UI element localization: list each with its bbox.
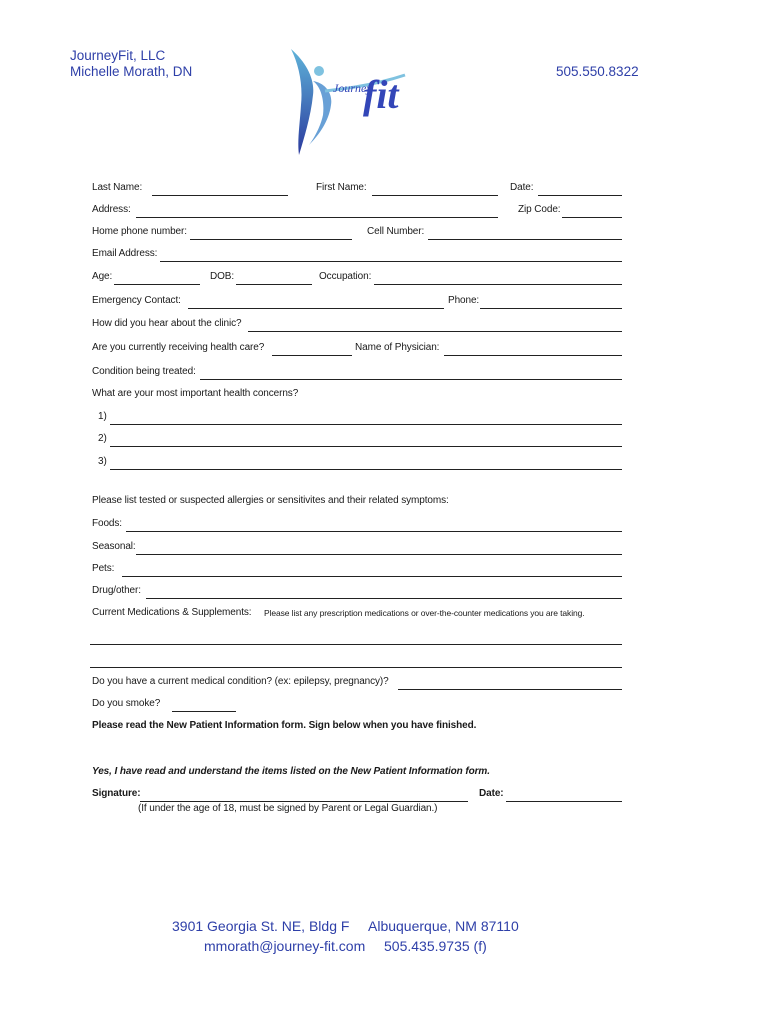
last-name-label: Last Name:	[92, 182, 143, 193]
first-name-label: First Name:	[316, 182, 367, 193]
age-field[interactable]	[114, 284, 200, 285]
email-field[interactable]	[160, 261, 622, 262]
first-name-field[interactable]	[372, 195, 498, 196]
concern-1-field[interactable]	[110, 424, 622, 425]
footer-email[interactable]: mmorath@journey-fit.com	[204, 938, 366, 954]
cell-label: Cell Number:	[367, 226, 425, 237]
practitioner-name: Michelle Morath, DN	[70, 64, 193, 79]
drug-other-field[interactable]	[146, 598, 622, 599]
date-label: Date:	[510, 182, 534, 193]
medical-condition-field[interactable]	[398, 689, 622, 690]
foods-label: Foods:	[92, 518, 122, 529]
medications-note: Please list any prescription medications or over-the-counter medications you are taking.	[264, 608, 585, 618]
heard-about-field[interactable]	[248, 331, 622, 332]
occupation-label: Occupation:	[319, 271, 372, 282]
age-label: Age:	[92, 271, 113, 282]
seasonal-field[interactable]	[136, 554, 622, 555]
dob-field[interactable]	[236, 284, 312, 285]
signature-label: Signature:	[92, 788, 141, 799]
dob-label: DOB:	[210, 271, 235, 282]
email-label: Email Address:	[92, 248, 158, 259]
signature-date-label: Date:	[479, 788, 504, 799]
seasonal-label: Seasonal:	[92, 541, 136, 552]
foods-field[interactable]	[126, 531, 622, 532]
pets-field[interactable]	[122, 576, 622, 577]
figure-logo-icon	[285, 45, 435, 157]
home-phone-label: Home phone number:	[92, 226, 187, 237]
zip-field[interactable]	[562, 217, 622, 218]
condition-label: Condition being treated:	[92, 366, 196, 377]
footer-city: Albuquerque, NM 87110	[368, 918, 519, 934]
concerns-label: What are your most important health concerns?	[92, 388, 299, 399]
signature-date-field[interactable]	[506, 801, 622, 802]
medications-label: Current Medications & Supplements:	[92, 607, 252, 618]
home-phone-field[interactable]	[190, 239, 352, 240]
emergency-contact-label: Emergency Contact:	[92, 295, 181, 306]
smoke-field[interactable]	[172, 711, 236, 712]
concern-3-field[interactable]	[110, 469, 622, 470]
medications-field-2[interactable]	[90, 667, 622, 668]
address-field[interactable]	[136, 217, 498, 218]
guardian-note: (If under the age of 18, must be signed by Parent or Legal Guardian.)	[138, 803, 438, 814]
medications-field-1[interactable]	[90, 644, 622, 645]
company-name: JourneyFit, LLC	[70, 48, 166, 63]
concern-1-label: 1)	[98, 411, 107, 422]
date-field[interactable]	[538, 195, 622, 196]
allergies-label: Please list tested or suspected allergies or sensitivites and their related symptoms:	[92, 495, 449, 506]
address-label: Address:	[92, 204, 131, 215]
phone-label: Phone:	[448, 295, 480, 306]
receiving-care-label: Are you currently receiving health care?	[92, 342, 265, 353]
read-form-instruction: Please read the New Patient Information form. Sign below when you have finished.	[92, 720, 477, 731]
smoke-label: Do you smoke?	[92, 698, 161, 709]
footer-fax: 505.435.9735 (f)	[384, 938, 487, 954]
zip-label: Zip Code:	[518, 204, 561, 215]
physician-field[interactable]	[444, 355, 622, 356]
concern-2-label: 2)	[98, 433, 107, 444]
occupation-field[interactable]	[374, 284, 622, 285]
acknowledgement-text: Yes, I have read and understand the items listed on the New Patient Information form.	[92, 766, 490, 777]
footer-address: 3901 Georgia St. NE, Bldg F	[172, 918, 350, 934]
condition-field[interactable]	[200, 379, 622, 380]
drug-other-label: Drug/other:	[92, 585, 141, 596]
medical-condition-label: Do you have a current medical condition? (ex: epilepsy, pregnancy)?	[92, 676, 389, 687]
logo-word-journey: Journey	[333, 81, 372, 95]
receiving-care-field[interactable]	[272, 355, 352, 356]
concern-3-label: 3)	[98, 456, 107, 467]
last-name-field[interactable]	[152, 195, 288, 196]
pets-label: Pets:	[92, 563, 115, 574]
heard-about-label: How did you hear about the clinic?	[92, 318, 242, 329]
cell-field[interactable]	[428, 239, 622, 240]
journeyfit-logo	[285, 45, 435, 157]
phone-field[interactable]	[480, 308, 622, 309]
concern-2-field[interactable]	[110, 446, 622, 447]
emergency-contact-field[interactable]	[188, 308, 444, 309]
physician-label: Name of Physician:	[355, 342, 440, 353]
logo-word-fit: fit	[363, 72, 399, 117]
header-phone: 505.550.8322	[556, 64, 639, 79]
signature-field[interactable]	[140, 801, 468, 802]
